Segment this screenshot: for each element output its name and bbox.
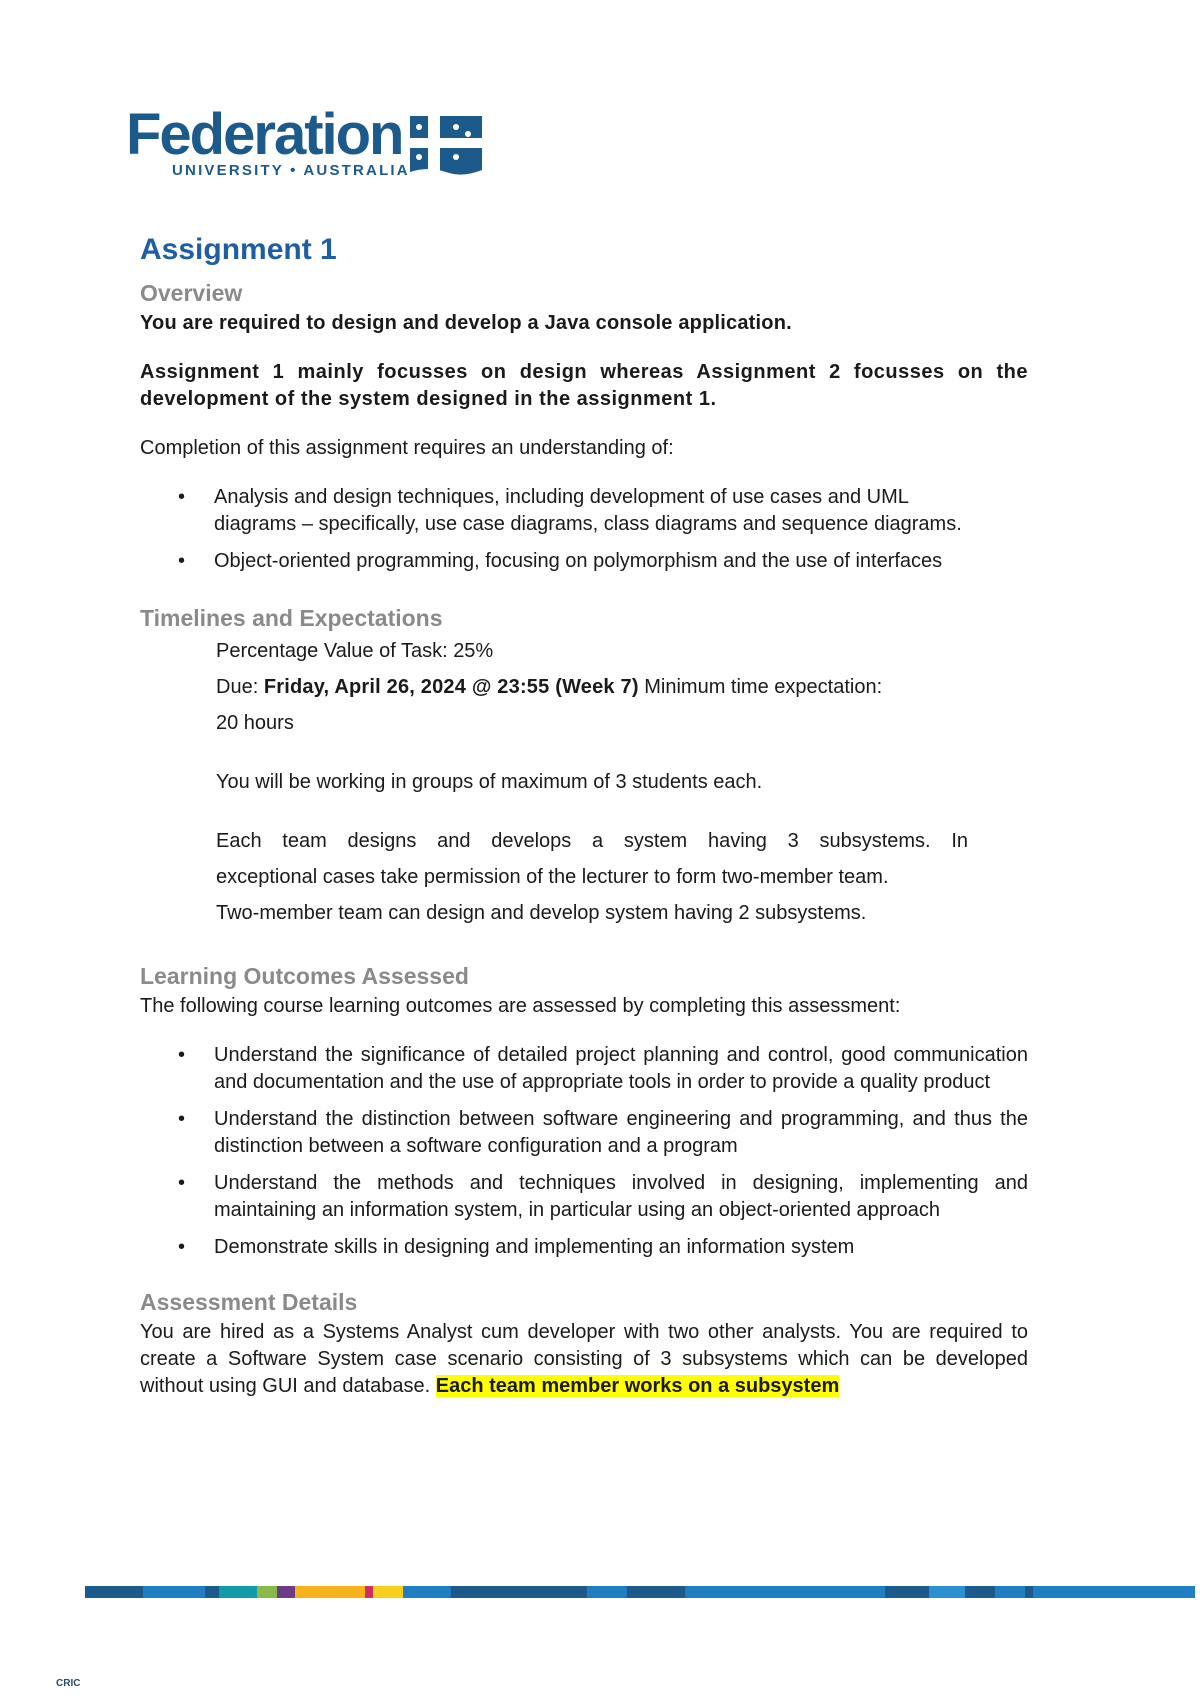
outcomes-bullet-list [140,1042,1028,1261]
due-line [216,669,1028,705]
list-item: • Demonstrate skills in designing and implementing an information system [214,1234,1028,1261]
percentage-value: Percentage Value of Task: 25% [216,640,494,662]
overview-line1: You are required to design and develop a Java console application. [140,312,792,334]
details-body: You are hired as a Systems Analyst cum developer with two other analysts. You are required to create a Software System case scenario consisting of 3 subsystems which can be developed without using GUI and database. [140,1321,1028,1397]
team-line2: exceptional cases take permission of the lecturer to form two-member team. [216,866,889,888]
flag-emblem-icon [406,112,486,178]
outcomes-intro: The following course learning outcomes are assessed by completing this assessment: [140,995,901,1017]
page-title: Assignment 1 [140,233,337,266]
list-item: • Understand the methods and techniques involved in designing, implementing and maintaining an information system, in particular using an object-oriented approach [214,1170,1028,1224]
footer-color-bar [85,1586,1195,1598]
overview-heading: Overview [140,280,243,306]
hours-value: 20 hours [216,712,294,734]
team-line3: Two-member team can design and develop system having 2 subsystems. [216,902,867,924]
due-after: Minimum time expectation: [638,676,883,698]
timelines-heading: Timelines and Expectations [140,605,443,631]
list-item: • Understand the significance of detailed project planning and control, good communication and documentation and the use of appropriate tools in order to provide a quality product [214,1042,1028,1096]
details-highlight: Each team member works on a subsystem [435,1375,840,1397]
list-item: • Analysis and design techniques, including development of use cases and UML diagrams – specifically, use case diagrams, class diagrams and sequence diagrams. [214,484,984,538]
details-text [140,1319,1028,1400]
timelines-block [140,633,1028,931]
team-line1: Each team designs and develops a system having 3 subsystems. In [216,830,968,852]
logo-subtitle: UNIVERSITY • AUSTRALIA [172,162,410,179]
list-item: • Understand the distinction between software engineering and programming, and thus the distinction between a software configuration and a program [214,1106,1028,1160]
federation-logo [126,104,486,184]
document-body [140,230,1028,1400]
overview-bullet-list [140,484,1028,575]
logo-wordmark: Federation [126,102,403,167]
due-date: Friday, April 26, 2024 @ 23:55 (Week 7) [263,676,639,698]
overview-line3: Completion of this assignment requires an understanding of: [140,437,674,459]
due-label: Due: [216,676,264,698]
details-heading: Assessment Details [140,1289,358,1315]
outcomes-heading: Learning Outcomes Assessed [140,963,469,989]
overview-line2: Assignment 1 mainly focusses on design whereas Assignment 2 focusses on the development of the system designed in the assignment 1. [140,361,1028,410]
list-item: • Object-oriented programming, focusing on polymorphism and the use of interfaces [214,548,984,575]
footer-code: CRIC [56,1678,81,1689]
groups-text: You will be working in groups of maximum of 3 students each. [216,771,763,793]
